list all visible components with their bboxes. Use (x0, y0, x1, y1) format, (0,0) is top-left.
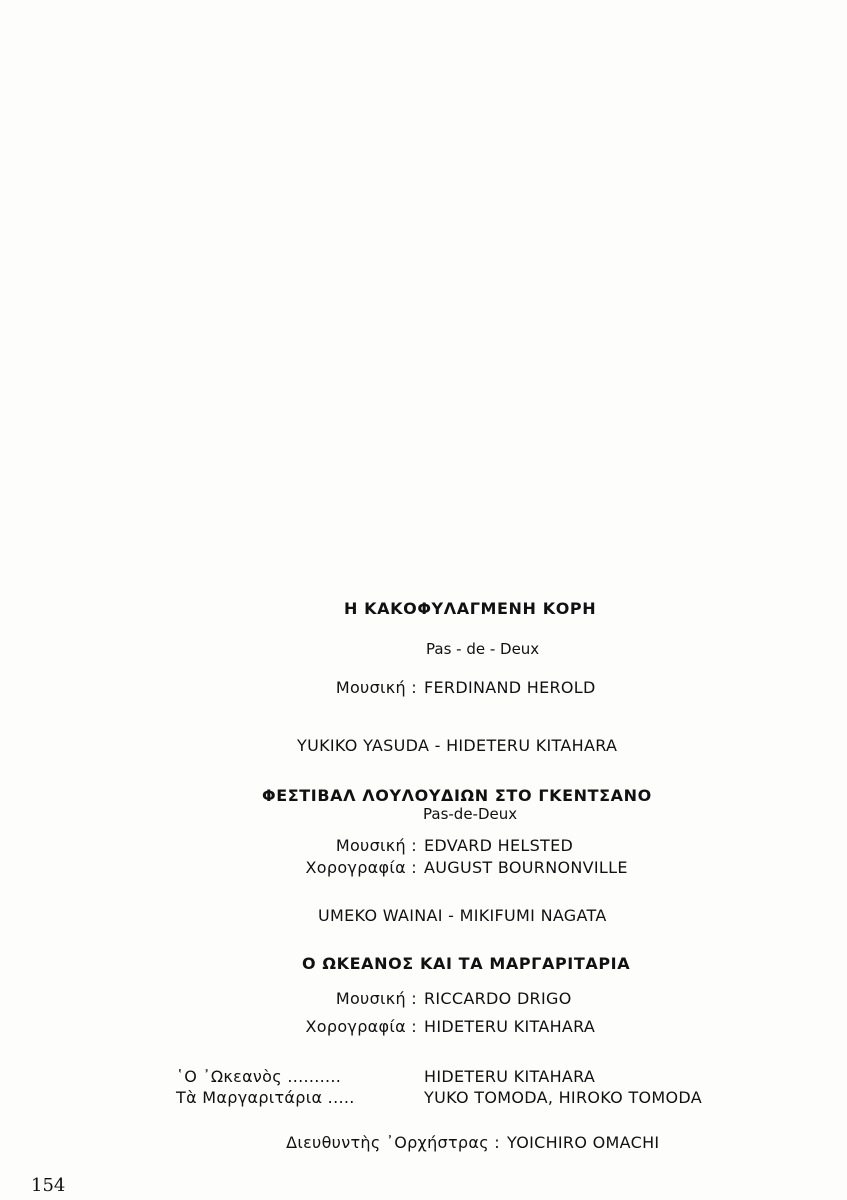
choreography-label-2: Χορογραφία : (305, 858, 417, 877)
conductor-name: YOICHIRO OMACHI (507, 1133, 660, 1152)
music-label-2: Μουσική : (335, 836, 417, 855)
composer-2: EDVARD HELSTED (424, 836, 574, 855)
dancers-1: YUKIKO YASUDA - HIDETERU KITAHARA (297, 736, 618, 755)
performer-2: YUKO TOMODA, HIROKO TOMODA (424, 1088, 703, 1107)
role-2: Τὰ Μαργαριτάρια ..... (176, 1088, 355, 1107)
role-1: ῾Ο ᾿Ωκεανὸς .......... (176, 1067, 342, 1086)
ballet-subtitle-2: Pas-de-Deux (423, 805, 518, 823)
ballet-title-1: Η ΚΑΚΟΦΥΛΑΓΜΕΝΗ ΚΟΡΗ (344, 599, 597, 618)
composer-3: RICCARDO DRIGO (424, 989, 572, 1008)
ballet-title-3: Ο ΩΚΕΑΝΟΣ ΚΑΙ ΤΑ ΜΑΡΓΑΡΙΤΑΡΙΑ (302, 954, 631, 973)
dancers-2: UMEKO WAINAI - MIKIFUMI NAGATA (318, 906, 607, 925)
ballet-subtitle-1: Pas - de - Deux (426, 640, 540, 658)
choreographer-3: HIDETERU KITAHARA (424, 1017, 596, 1036)
conductor-label: Διευθυντὴς ᾿Ορχήστρας : (286, 1133, 500, 1152)
music-label-1: Μουσική : (335, 678, 417, 697)
choreography-label-3: Χορογραφία : (305, 1017, 417, 1036)
ballet-title-2: ΦΕΣΤΙΒΑΛ ΛΟΥΛΟΥΔΙΩΝ ΣΤΟ ΓΚΕΝΤΣΑΝΟ (262, 786, 652, 805)
performer-1: HIDETERU KITAHARA (424, 1067, 596, 1086)
page-number: 154 (31, 1175, 66, 1196)
composer-1: FERDINAND HEROLD (424, 678, 596, 697)
choreographer-2: AUGUST BOURNONVILLE (424, 858, 628, 877)
music-label-3: Μουσική : (335, 989, 417, 1008)
